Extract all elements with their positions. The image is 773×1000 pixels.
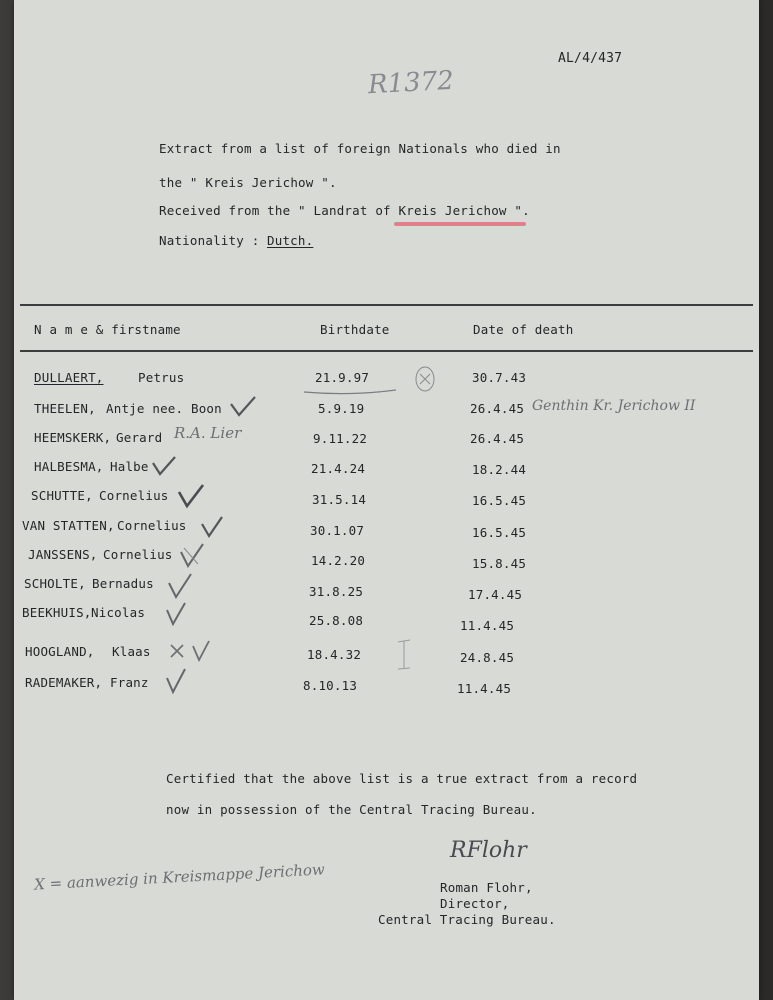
- pencil-bracket-mark: [394, 638, 414, 672]
- row-surname: BEEKHUIS,: [22, 605, 92, 620]
- row-firstname: Klaas: [112, 644, 151, 659]
- row-firstname: Cornelius: [117, 518, 187, 533]
- row-date-of-death: 11.4.45: [457, 681, 512, 696]
- row-firstname: Franz: [110, 675, 149, 690]
- row-firstname: Bernadus: [92, 576, 154, 591]
- row-birthdate: 18.4.32: [307, 647, 362, 662]
- certification-line-1: Certified that the above list is a true extract from a record: [166, 771, 638, 786]
- signatory-name: Roman Flohr,: [440, 880, 533, 895]
- heading-line-3: Received from the " Landrat of Kreis Jerichow ".: [159, 203, 530, 218]
- table-top-rule: [20, 304, 753, 306]
- row-birthdate: 9.11.22: [313, 431, 368, 446]
- row-surname: SCHUTTE,: [31, 488, 93, 503]
- handwritten-initials-note: R.A. Lier: [174, 424, 242, 442]
- row-date-of-death: 16.5.45: [472, 493, 527, 508]
- checkmark-icon: [228, 394, 258, 420]
- row-surname: RADEMAKER,: [25, 675, 103, 690]
- row-date-of-death: 16.5.45: [472, 525, 527, 540]
- row-date-of-death: 11.4.45: [460, 618, 515, 633]
- row-surname: HALBESMA,: [34, 459, 104, 474]
- x-mark-icon: [168, 642, 186, 660]
- row-date-of-death: 18.2.44: [472, 462, 527, 477]
- row-surname: HOOGLAND,: [25, 644, 95, 659]
- row-date-of-death: 24.8.45: [460, 650, 515, 665]
- row-firstname: Petrus: [138, 370, 185, 385]
- row-date-of-death: 30.7.43: [472, 370, 527, 385]
- red-highlight-mark: [394, 222, 526, 226]
- heading-line-1: Extract from a list of foreign Nationals who died in: [159, 141, 561, 156]
- reference-number: AL/4/437: [558, 51, 623, 66]
- row-date-of-death: 17.4.45: [468, 587, 523, 602]
- row-birthdate: 31.5.14: [312, 492, 367, 507]
- nationality-label: Nationality :: [159, 233, 260, 248]
- row-firstname: Halbe: [110, 459, 149, 474]
- row-birthdate: 21.9.97: [315, 370, 370, 385]
- row-date-of-death: 26.4.45: [470, 431, 525, 446]
- checkmark-icon: [166, 571, 194, 601]
- row-firstname: Cornelius: [99, 488, 169, 503]
- handwritten-place-note: Genthin Kr. Jerichow II: [532, 398, 696, 414]
- signature-scrawl: RFlohr: [450, 838, 527, 863]
- checkmark-icon: [150, 454, 178, 478]
- checkmark-icon: [164, 666, 188, 696]
- row-surname: DULLAERT,: [34, 370, 104, 385]
- row-surname: HEEMSKERK,: [34, 430, 112, 445]
- row-birthdate: 14.2.20: [311, 553, 366, 568]
- row-surname: JANSSENS,: [28, 547, 98, 562]
- row-firstname: Antje nee. Boon: [106, 401, 222, 416]
- checkmark-icon: [199, 514, 225, 540]
- row-birthdate: 21.4.24: [311, 461, 366, 476]
- row-birthdate: 5.9.19: [318, 401, 365, 416]
- heading-line-2: the " Kreis Jerichow ".: [159, 175, 337, 190]
- checkmark-icon: [190, 638, 212, 664]
- pencil-underline-mark: [300, 382, 400, 398]
- checkmark-icon: [164, 600, 188, 628]
- row-surname: SCHOLTE,: [24, 576, 86, 591]
- column-header-name: N a m e & firstname: [34, 322, 181, 337]
- table-header-rule: [20, 350, 753, 352]
- row-birthdate: 31.8.25: [309, 584, 364, 599]
- row-date-of-death: 26.4.45: [470, 401, 525, 416]
- checkmark-icon: [178, 540, 206, 570]
- column-header-birthdate: Birthdate: [320, 322, 390, 337]
- row-birthdate: 8.10.13: [303, 678, 358, 693]
- checkmark-icon: [176, 482, 206, 510]
- circled-x-mark: [412, 364, 438, 394]
- row-birthdate: 25.8.08: [309, 613, 364, 628]
- certification-line-2: now in possession of the Central Tracing Bureau.: [166, 802, 537, 817]
- row-date-of-death: 15.8.45: [472, 556, 527, 571]
- row-surname: THEELEN,: [34, 401, 96, 416]
- nationality-value: Dutch.: [267, 233, 314, 248]
- row-firstname: Nicolas: [91, 605, 146, 620]
- handwritten-stamp-number: R1372: [367, 65, 455, 101]
- signatory-title: Director,: [440, 896, 510, 911]
- column-header-date-of-death: Date of death: [473, 322, 574, 337]
- signatory-organization: Central Tracing Bureau.: [378, 912, 556, 927]
- row-firstname: Gerard: [116, 430, 163, 445]
- row-birthdate: 30.1.07: [310, 523, 365, 538]
- handwritten-legend: X = aanwezig in Kreismappe Jerichow: [33, 860, 326, 894]
- scan-border: [759, 0, 773, 1000]
- row-surname: VAN STATTEN,: [22, 518, 115, 533]
- row-firstname: Cornelius: [103, 547, 173, 562]
